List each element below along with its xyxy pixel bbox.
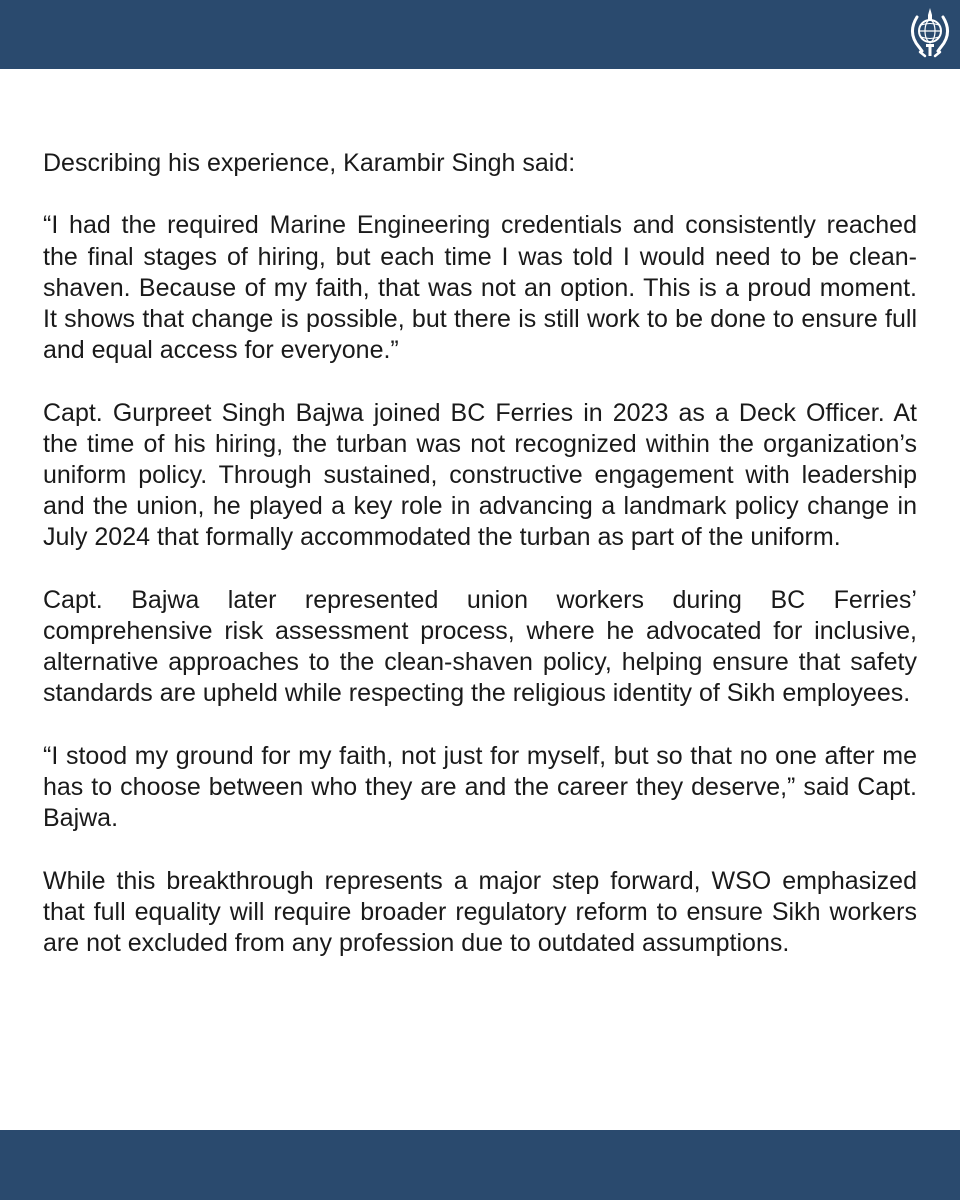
article-paragraph: Describing his experience, Karambir Singh said: <box>43 149 576 177</box>
article-paragraph: “I had the required Marine Engineering credentials and consistently reached the final stages of hiring, but each time I was told I would need to be clean-shaven. Because of my faith, that was not an option. This is a proud moment. It shows that change is possible, but there is still work to be done to ensure full and equal access for everyone.” <box>43 211 917 365</box>
footer-bar <box>0 1130 960 1200</box>
article-paragraph: Capt. Bajwa later represented union workers during BC Ferries’ comprehensive risk assessment process, where he advocated for inclusive, alternative approaches to the clean-shaven policy, helping ensure that safety standards are upheld while respecting the religious identity of Sikh employees. <box>43 585 917 708</box>
article-paragraph: While this breakthrough represents a major step forward, WSO emphasized that full equality will require broader regulatory reform to ensure Sikh workers are not excluded from any profession due to outdated assumptions. <box>43 866 917 957</box>
header-bar <box>0 0 960 69</box>
article-paragraph: Capt. Gurpreet Singh Bajwa joined BC Ferries in 2023 as a Deck Officer. At the time of his hiring, the turban was not recognized within the organization’s uniform policy. Through sustained, constructive engagement with leadership and the union, he played a key role in advancing a landmark policy change in July 2024 that formally accommodated the turban as part of the uniform. <box>43 398 917 552</box>
article-body <box>43 148 917 990</box>
article-paragraph: “I stood my ground for my faith, not just for myself, but so that no one after me has to choose between who they are and the career they deserve,” said Capt. Bajwa. <box>43 741 917 833</box>
khanda-globe-icon <box>908 7 952 61</box>
